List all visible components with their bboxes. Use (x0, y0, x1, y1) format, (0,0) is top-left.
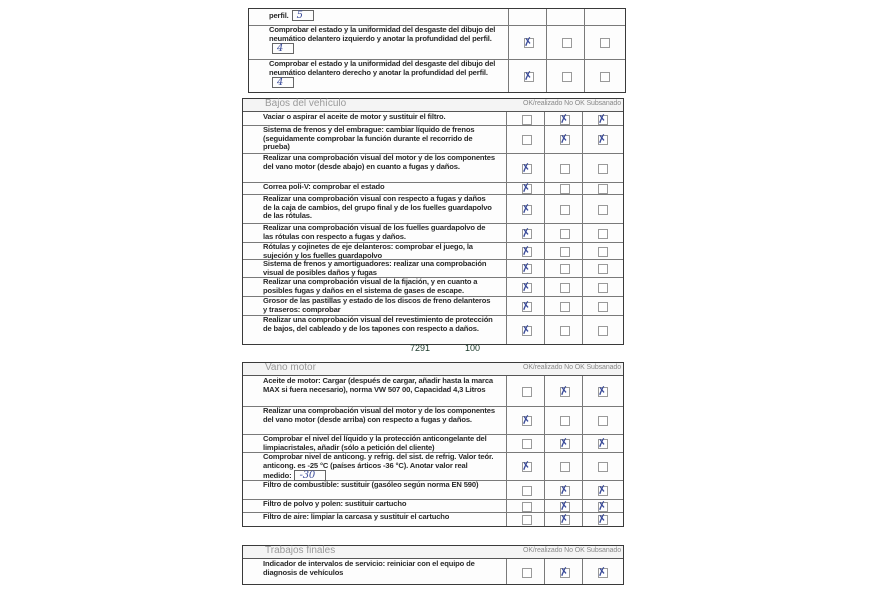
not-ok-column-cell (544, 315, 583, 344)
checklist-row (243, 223, 623, 243)
checkbox[interactable] (598, 205, 608, 215)
row-description (263, 377, 495, 394)
checklist-row (243, 153, 623, 183)
row-description (263, 195, 495, 221)
column-headers: OK/realizado No OK Subsanado (523, 100, 621, 107)
row-description (263, 316, 495, 333)
row-description (263, 453, 495, 481)
row-description (263, 154, 495, 171)
ok-column-cell (506, 153, 545, 182)
section-finales (242, 545, 624, 585)
checklist-row (243, 315, 623, 344)
row-description-text: Filtro de aire: limpiar la carcasa y sustituir el cartucho (263, 513, 450, 521)
fixed-column-cell (584, 25, 623, 59)
ok-column-cell (506, 406, 545, 434)
checklist-row (243, 112, 623, 126)
row-description-text: Realizar una comprobación visual de la fijación, y en cuanto a posibles fugas y daños en el sistema de gases de escape. (263, 278, 478, 295)
checkbox[interactable] (598, 326, 608, 336)
checkbox[interactable] (562, 72, 572, 82)
checkbox[interactable] (598, 184, 608, 194)
row-description-text: Filtro de combustible: sustituir (gasóleo según norma EN 590) (263, 481, 479, 489)
ok-column-cell (508, 59, 547, 92)
not-ok-column-cell (544, 480, 583, 499)
overlay-number-right: 100 (465, 343, 481, 353)
not-ok-column-cell (546, 59, 585, 92)
not-ok-column-cell (544, 125, 583, 153)
not-ok-column-cell (544, 406, 583, 434)
checkbox[interactable] (560, 302, 570, 312)
checklist-row (243, 376, 623, 407)
row-description-text: Realizar una comprobación visual del motor y de los componentes del vano motor (desde arriba) con respecto a fugas y daños. (263, 407, 495, 424)
fixed-column-cell (582, 277, 621, 296)
handwritten-check-mark: ✗ (596, 511, 608, 527)
section-title: Trabajos finales (265, 545, 336, 556)
checkbox[interactable] (522, 387, 532, 397)
checklist-row (243, 125, 623, 154)
ok-column-cell (506, 480, 545, 499)
section-bajos (242, 98, 624, 345)
handwritten-check-mark: ✗ (520, 458, 532, 474)
handwritten-value[interactable]: 4 (272, 43, 294, 54)
handwritten-check-mark: ✗ (520, 201, 532, 216)
not-ok-column-cell (544, 112, 583, 125)
not-ok-column-cell (544, 277, 583, 296)
handwritten-check-mark: ✗ (558, 498, 570, 513)
row-description (263, 126, 495, 152)
checkbox[interactable] (522, 135, 532, 145)
ok-column-cell (506, 259, 545, 277)
checkbox[interactable] (560, 416, 570, 426)
section-title: Vano motor (265, 362, 316, 373)
checkbox[interactable] (598, 283, 608, 293)
section-vano (242, 362, 624, 527)
overlay-number-left: 7291 (410, 343, 431, 353)
not-ok-column-cell (544, 512, 583, 526)
section-header (243, 546, 623, 559)
row-description (263, 278, 495, 295)
handwritten-check-mark: ✗ (596, 383, 608, 399)
checkbox[interactable] (598, 247, 608, 257)
handwritten-check-mark: ✗ (596, 131, 608, 147)
row-description-text: Indicador de intervalos de servicio: reiniciar con el equipo de diagnosis de vehículos (263, 560, 475, 577)
checkbox[interactable] (598, 264, 608, 274)
not-ok-column-cell (544, 259, 583, 277)
checklist-row (243, 559, 623, 584)
handwritten-check-mark: ✗ (558, 511, 570, 527)
row-description-text: Sistema de frenos y del embrague: cambiar líquido de frenos (seguidamente comprobar la función durante el recorrido de prueba) (263, 126, 475, 152)
fixed-column-cell (582, 480, 621, 499)
ok-column-cell (506, 512, 545, 526)
checkbox[interactable] (598, 164, 608, 174)
not-ok-column-cell (544, 499, 583, 512)
checklist-row (243, 434, 623, 453)
row-description (269, 10, 501, 21)
checkbox[interactable] (522, 502, 532, 512)
ok-column-cell (506, 125, 545, 153)
not-ok-column-cell (544, 194, 583, 223)
handwritten-value[interactable]: -30 (294, 470, 326, 481)
handwritten-value[interactable]: 5 (292, 10, 314, 21)
handwritten-value[interactable]: 4 (272, 77, 294, 88)
ok-column-cell (508, 25, 547, 59)
checkbox[interactable] (522, 439, 532, 449)
checkbox[interactable] (600, 38, 610, 48)
not-ok-column-cell (544, 153, 583, 182)
fixed-column-cell (582, 376, 621, 406)
row-description (263, 513, 495, 522)
fixed-column-cell (582, 434, 621, 452)
ok-column-cell (506, 376, 545, 406)
not-ok-column-cell (544, 559, 583, 584)
checkbox[interactable] (598, 416, 608, 426)
ok-column-cell (506, 452, 545, 480)
fixed-column-cell (584, 9, 623, 25)
row-description (263, 407, 495, 424)
section-top (248, 8, 626, 93)
checkbox[interactable] (522, 486, 532, 496)
ok-column-cell (506, 194, 545, 223)
fixed-column-cell (582, 512, 621, 526)
checkbox[interactable] (522, 515, 532, 525)
fixed-column-cell (582, 223, 621, 242)
checklist-row (243, 242, 623, 260)
row-description-text: Filtro de polvo y polen: sustituir cartucho (263, 500, 407, 508)
row-description-text: Rótulas y cojinetes de eje delanteros: comprobar el juego, la sujeción y los fuelles guardapolvo (263, 243, 473, 260)
ok-column-cell (506, 296, 545, 315)
not-ok-column-cell (544, 182, 583, 194)
checkbox[interactable] (522, 568, 532, 578)
not-ok-column-cell (544, 242, 583, 259)
checkbox[interactable] (560, 205, 570, 215)
fixed-column-cell (582, 315, 621, 344)
row-description (263, 560, 495, 577)
row-description-text: Sistema de frenos y amortiguadores: realizar una comprobación visual de posibles daños y fugas (263, 260, 487, 277)
handwritten-check-mark: ✗ (520, 322, 532, 337)
checkbox[interactable] (560, 164, 570, 174)
row-description (263, 113, 495, 122)
checkbox[interactable] (598, 229, 608, 239)
checklist-row (249, 25, 625, 60)
ok-column-cell (506, 559, 545, 584)
column-headers: OK/realizado No OK Subsanado (523, 547, 621, 554)
ok-column-cell (506, 434, 545, 452)
section-header (243, 363, 623, 376)
handwritten-check-mark: ✗ (596, 435, 608, 451)
fixed-column-cell (582, 242, 621, 259)
not-ok-column-cell (544, 376, 583, 406)
fixed-column-cell (582, 182, 621, 194)
checkbox[interactable] (522, 115, 532, 125)
section-title: Bajos del vehículo (265, 98, 347, 109)
fixed-column-cell (582, 194, 621, 223)
row-description-text: Realizar una comprobación visual de los fuelles guardapolvo de las rótulas con respecto a fugas y daños. (263, 224, 486, 241)
handwritten-check-mark: ✗ (558, 383, 570, 399)
row-description-text: Comprobar el estado y la uniformidad del desgaste del dibujo del neumático delantero derecho y anotar la profundidad del perfil. (269, 60, 496, 77)
not-ok-column-cell (546, 25, 585, 59)
fixed-column-cell (582, 499, 621, 512)
row-description (263, 243, 495, 260)
fixed-column-cell (582, 559, 621, 584)
not-ok-column-cell (546, 9, 585, 25)
row-description-text: Realizar una comprobación visual con respecto a fugas y daños de la caja de cambios, del grupo final y de los fuelles guardapolvo de las rótulas. (263, 195, 492, 221)
ok-column-cell (506, 277, 545, 296)
handwritten-check-mark: ✗ (520, 180, 532, 196)
checklist-row (249, 9, 625, 26)
handwritten-check-mark: ✗ (596, 498, 608, 513)
ok-column-cell (506, 242, 545, 259)
checkbox[interactable] (560, 264, 570, 274)
checklist-row (243, 259, 623, 278)
checklist-row (243, 194, 623, 224)
checkbox[interactable] (560, 462, 570, 472)
handwritten-check-mark: ✗ (558, 131, 570, 147)
not-ok-column-cell (544, 296, 583, 315)
not-ok-column-cell (544, 452, 583, 480)
checkbox[interactable] (598, 302, 608, 312)
row-description-text: Realizar una comprobación visual del revestimiento de protección de bajos, del cableado y de los tapones con respecto a daños. (263, 316, 493, 333)
row-description (263, 500, 495, 509)
column-headers: OK/realizado No OK Subsanado (523, 364, 621, 371)
ok-column-cell (506, 112, 545, 125)
row-description (263, 183, 495, 192)
row-description-text: Grosor de las pastillas y estado de los discos de freno delanteros y traseros: comprobar (263, 297, 491, 314)
ok-column-cell (506, 182, 545, 194)
row-description (263, 481, 495, 490)
fixed-column-cell (582, 296, 621, 315)
section-header (243, 99, 623, 112)
handwritten-check-mark: ✗ (520, 260, 532, 276)
checklist-row (243, 452, 623, 481)
checkbox[interactable] (560, 229, 570, 239)
fixed-column-cell (584, 59, 623, 92)
ok-column-cell (506, 315, 545, 344)
row-description-text: Comprobar nivel de anticong. y refrig. del sist. de refrig. Valor teór. anticong. es -25 °C (países árticos -36 °C). Anotar valor real medido: (263, 453, 494, 481)
handwritten-check-mark: ✗ (558, 435, 570, 451)
fixed-column-cell (582, 153, 621, 182)
handwritten-check-mark: ✗ (520, 243, 532, 258)
handwritten-check-mark: ✗ (520, 225, 532, 240)
checkbox[interactable] (598, 462, 608, 472)
checklist-row (243, 277, 623, 297)
row-description-text: Realizar una comprobación visual del motor y de los componentes del vano motor (desde abajo) en cuanto a fugas y daños. (263, 154, 495, 171)
handwritten-check-mark: ✗ (596, 564, 608, 579)
checkbox[interactable] (562, 38, 572, 48)
handwritten-check-mark: ✗ (558, 564, 570, 579)
ok-column-cell (508, 9, 547, 25)
checkbox[interactable] (560, 184, 570, 194)
row-description-text: Aceite de motor: Cargar (después de cargar, añadir hasta la marca MAX si fuera necesario), norma VW 507 00, Capacidad 4,3 Litros (263, 377, 493, 394)
row-description (269, 26, 501, 54)
checklist-row (243, 296, 623, 316)
row-description-text: Correa poli-V: comprobar el estado (263, 183, 385, 191)
row-description-text: perfil. (269, 11, 289, 20)
checklist-row (243, 512, 623, 526)
ok-column-cell (506, 223, 545, 242)
checklist-row (249, 59, 625, 92)
fixed-column-cell (582, 259, 621, 277)
handwritten-check-mark: ✗ (596, 482, 608, 497)
handwritten-check-mark: ✗ (558, 111, 570, 126)
not-ok-column-cell (544, 434, 583, 452)
handwritten-check-mark: ✗ (520, 298, 532, 313)
row-description-text: Comprobar el estado y la uniformidad del desgaste del dibujo del neumático delantero izquierdo y anotar la profundidad del perfil. (269, 26, 496, 43)
checkbox[interactable] (560, 247, 570, 257)
row-description-text: Vaciar o aspirar el aceite de motor y sustituir el filtro. (263, 113, 446, 121)
row-description (263, 435, 495, 452)
checklist-row (243, 480, 623, 500)
handwritten-check-mark: ✗ (520, 412, 532, 428)
handwritten-check-mark: ✗ (596, 111, 608, 126)
row-description (263, 260, 495, 277)
checkbox[interactable] (600, 72, 610, 82)
ok-column-cell (506, 499, 545, 512)
checklist-row (243, 406, 623, 435)
fixed-column-cell (582, 125, 621, 153)
row-description (263, 297, 495, 314)
fixed-column-cell (582, 112, 621, 125)
not-ok-column-cell (544, 223, 583, 242)
row-description (269, 60, 501, 88)
handwritten-check-mark: ✗ (520, 160, 532, 175)
handwritten-check-mark: ✗ (520, 279, 532, 294)
checkbox[interactable] (560, 283, 570, 293)
handwritten-check-mark: ✗ (522, 68, 534, 83)
row-description (263, 224, 495, 241)
fixed-column-cell (582, 406, 621, 434)
handwritten-check-mark: ✗ (558, 482, 570, 497)
checkbox[interactable] (560, 326, 570, 336)
handwritten-check-mark: ✗ (522, 34, 534, 50)
row-description-text: Comprobar el nivel del líquido y la protección anticongelante del limpiacristales, añadir (sólo a petición del cliente) (263, 435, 487, 452)
fixed-column-cell (582, 452, 621, 480)
